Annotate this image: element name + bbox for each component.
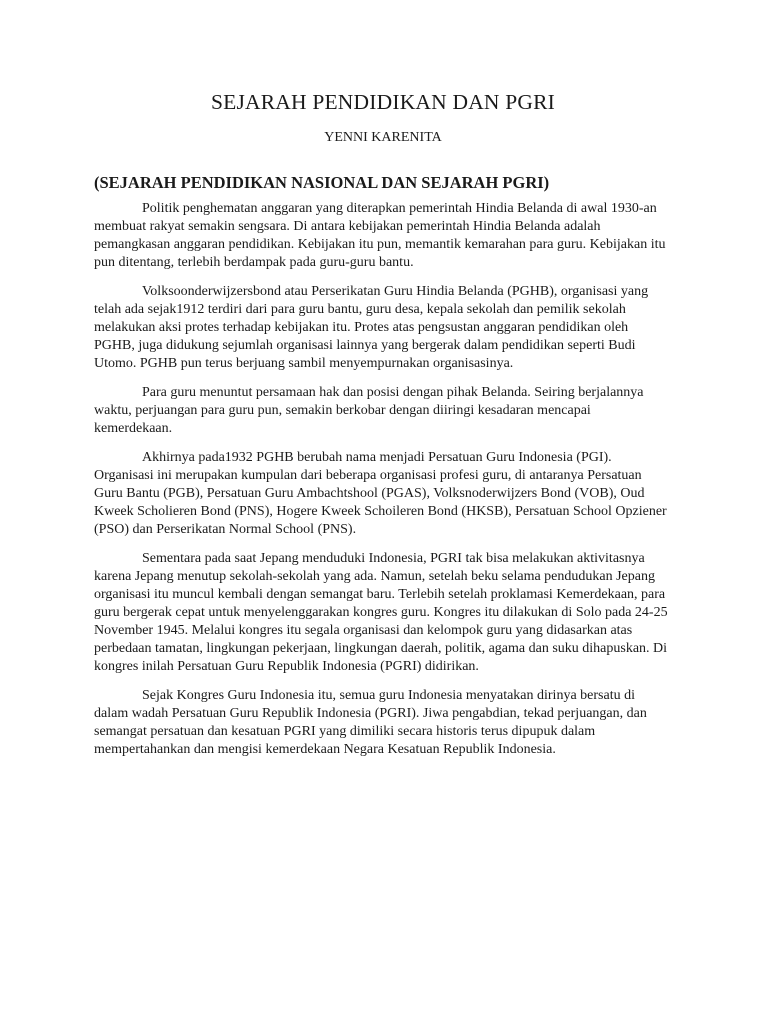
paragraph-5: Sementara pada saat Jepang menduduki Indonesia, PGRI tak bisa melakukan aktivitasnya karena Jepang menutup sekolah-sekolah yang ada. Namun, setelah beku selama pendudukan Jepang organisasi itu muncul kembali dengan semangat baru. Terlebih setelah proklamasi Kemerdekaan, para guru bergerak cepat untuk menyelenggarakan kongres guru. Kongres itu dilakukan di Solo pada 24-25 November 1945. Melalui kongres itu segala organisasi dan kelompok guru yang didasarkan atas perbedaan tamatan, lingkungan pekerjaan, lingkungan daerah, politik, agama dan suku dihapuskan. Di kongres inilah Persatuan Guru Republik Indonesia (PGRI) didirikan. (94, 551, 668, 674)
document-author: YENNI KARENITA (324, 130, 442, 145)
paragraph-6: Sejak Kongres Guru Indonesia itu, semua guru Indonesia menyatakan dirinya bersatu di dalam wadah Persatuan Guru Republik Indonesia (PGRI). Jiwa pengabdian, tekad perjuangan, dan semangat persatuan dan kesatuan PGRI yang dimiliki secara historis terus dipupuk dalam mempertahankan dan mengisi kemerdekaan Negara Kesatuan Republik Indonesia. (94, 688, 647, 757)
section-heading: (SEJARAH PENDIDIKAN NASIONAL DAN SEJARAH PGRI) (94, 173, 550, 192)
document-title: SEJARAH PENDIDIKAN DAN PGRI (210, 90, 556, 114)
body-text (94, 200, 672, 759)
paragraph-2: Volksoonderwijzersbond atau Perserikatan Guru Hindia Belanda (PGHB), organisasi yang telah ada sejak1912 terdiri dari para guru bantu, guru desa, kepala sekolah dan pemilik sekolah melakukan aksi protes terhadap kebijakan itu. Protes atas pengsustan anggaran pendidikan oleh PGHB, juga didukung sejumlah organisasi lainnya yang bergerak dalam pendidikan seperti Budi Utomo. PGHB pun terus berjuang sambil menyempurnakan organisasinya. (94, 284, 649, 371)
paragraph-3: Para guru menuntut persamaan hak dan posisi dengan pihak Belanda. Seiring berjalannya waktu, perjuangan para guru pun, semakin berkobar dengan diiringi kesadaran mencapai kemerdekaan. (94, 385, 644, 436)
paragraph-4: Akhirnya pada1932 PGHB berubah nama menjadi Persatuan Guru Indonesia (PGI). Organisasi ini merupakan kumpulan dari beberapa organisasi profesi guru, di antaranya Persatuan Guru Bantu (PGB), Persatuan Guru Ambachtshool (PGAS), Volksnoderwijzers Bond (VOB), Oud Kweek Scholieren Bond (PNS), Hogere Kweek Schoileren Bond (HKSB), Persatuan School Opziener (PSO) dan Perserikatan Normal School (PNS). (94, 450, 667, 537)
paragraph-1: Politik penghematan anggaran yang diterapkan pemerintah Hindia Belanda di awal 1930-an membuat rakyat semakin sengsara. Di antara kebijakan pemerintah Hindia Belanda adalah pemangkasan anggaran pendidikan. Kebijakan itu pun, memantik kemarahan para guru. Kebijakan itu pun ditentang, terlebih berdampak pada guru-guru bantu. (94, 201, 666, 270)
